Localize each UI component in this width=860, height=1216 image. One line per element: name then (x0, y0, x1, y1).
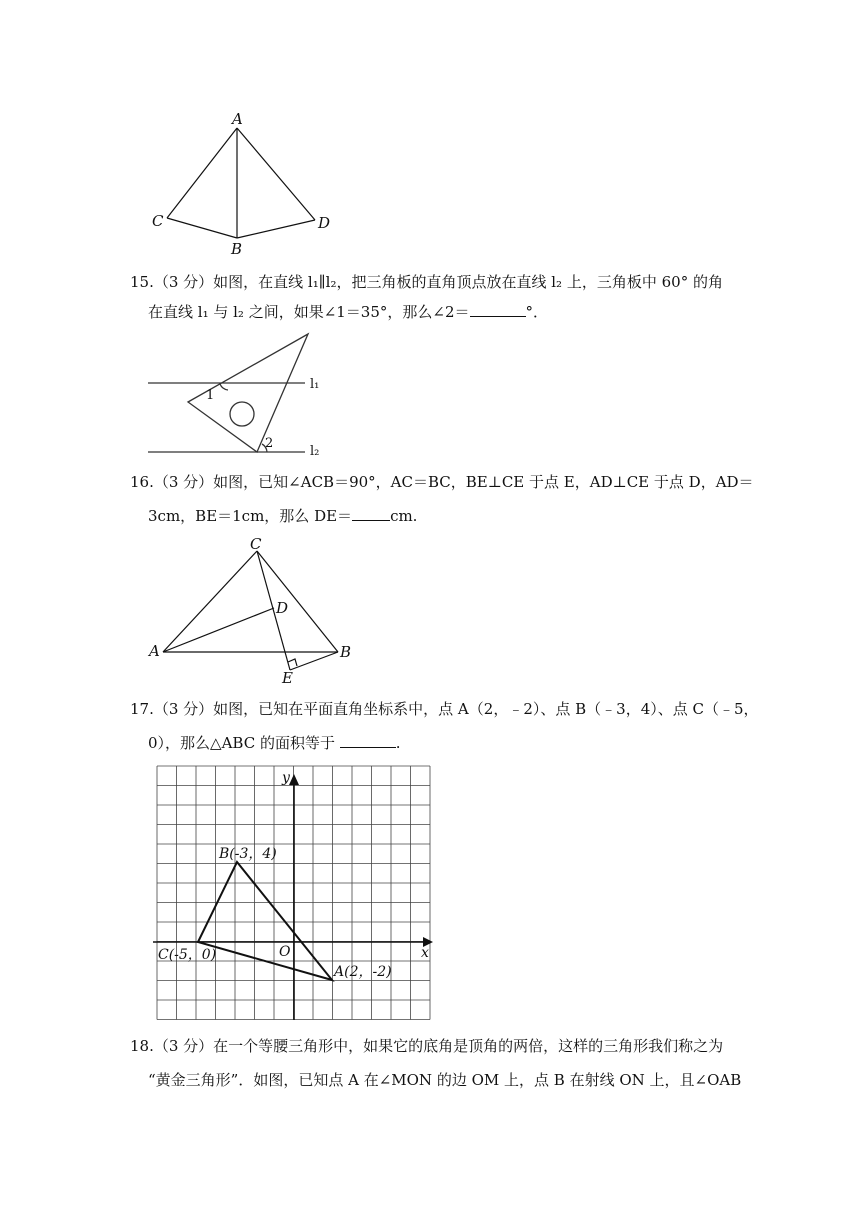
q17-line2 (148, 733, 401, 753)
point-label-a: A (149, 642, 160, 660)
segment-bd (237, 220, 315, 238)
q16-line2-end: cm. (390, 507, 418, 525)
point-a-label: A(2，-2) (334, 964, 392, 980)
angle-1-label: 1 (206, 388, 215, 403)
q16-line1: 16.（3 分）如图，已知∠ACB＝90°，AC＝BC，BE⊥CE 于点 E，AD⊥CE 于点 D，AD＝ (130, 473, 754, 491)
q16-answer-blank[interactable] (352, 506, 390, 521)
segment-be (290, 652, 338, 670)
q17-line2-end: . (395, 734, 401, 752)
set-square-hole (230, 402, 254, 426)
point-label-d: D (276, 599, 289, 617)
triangle-abc (198, 862, 332, 980)
q15-line2-text: 在直线 l₁ 与 l₂ 之间，如果∠1＝35°，那么∠2＝ (148, 303, 470, 321)
segment-ca (163, 551, 257, 652)
right-angle-mark-e (288, 659, 297, 666)
segment-ad (237, 128, 315, 220)
angle-1-arc (220, 384, 228, 390)
q15-figure (140, 328, 340, 460)
point-label-e: E (282, 669, 293, 685)
segment-ad (163, 608, 274, 652)
q14-figure (145, 108, 345, 256)
point-label-b: B (340, 643, 352, 661)
q17-line2-text: 0），那么△ABC 的面积等于 (148, 734, 340, 752)
point-label-b: B (231, 240, 243, 256)
q18-line2: “黄金三角形”．如图，已知点 A 在∠MON 的边 OM 上，点 B 在射线 ON 上，且∠OAB (148, 1071, 742, 1089)
q15-line1: 15.（3 分）如图，在直线 l₁∥l₂，把三角板的直角顶点放在直线 l₂ 上，三角板中 60° 的角 (130, 273, 723, 291)
point-label-c: C (250, 535, 262, 553)
y-axis-arrow (289, 774, 299, 785)
segment-cb (257, 551, 338, 652)
q15-line2-end: °． (525, 303, 549, 321)
q16-line2-text: 3cm，BE＝1cm，那么 DE＝ (148, 507, 353, 525)
q15-line2 (148, 302, 548, 322)
q16-figure (145, 535, 365, 685)
x-axis-label: x (421, 945, 429, 961)
q17-coordinate-figure (145, 760, 445, 1030)
q17-line1: 17.（3 分）如图，已知在平面直角坐标系中，点 A（2，﹣2）、点 B（﹣3，4）、点 C（﹣5， (130, 700, 759, 718)
q16-line2 (148, 506, 417, 526)
y-axis-label: y (282, 770, 290, 786)
line-l2-label: l₂ (310, 444, 320, 459)
point-label-a: A (232, 110, 243, 128)
point-label-d: D (318, 214, 331, 232)
point-c-label: C(-5，0) (158, 947, 217, 963)
q17-answer-blank[interactable] (340, 733, 396, 748)
q18-line1: 18.（3 分）在一个等腰三角形中，如果它的底角是顶角的两倍，这样的三角形我们称之为 (130, 1037, 724, 1055)
angle-2-label: 2 (265, 436, 274, 451)
origin-label: O (279, 944, 291, 960)
q15-answer-blank[interactable] (470, 302, 526, 317)
segment-cb (167, 218, 237, 238)
point-b-label: B(-3，4) (219, 846, 277, 862)
line-l1-label: l₁ (310, 377, 320, 392)
point-label-c: C (152, 212, 164, 230)
segment-ac (167, 128, 237, 218)
